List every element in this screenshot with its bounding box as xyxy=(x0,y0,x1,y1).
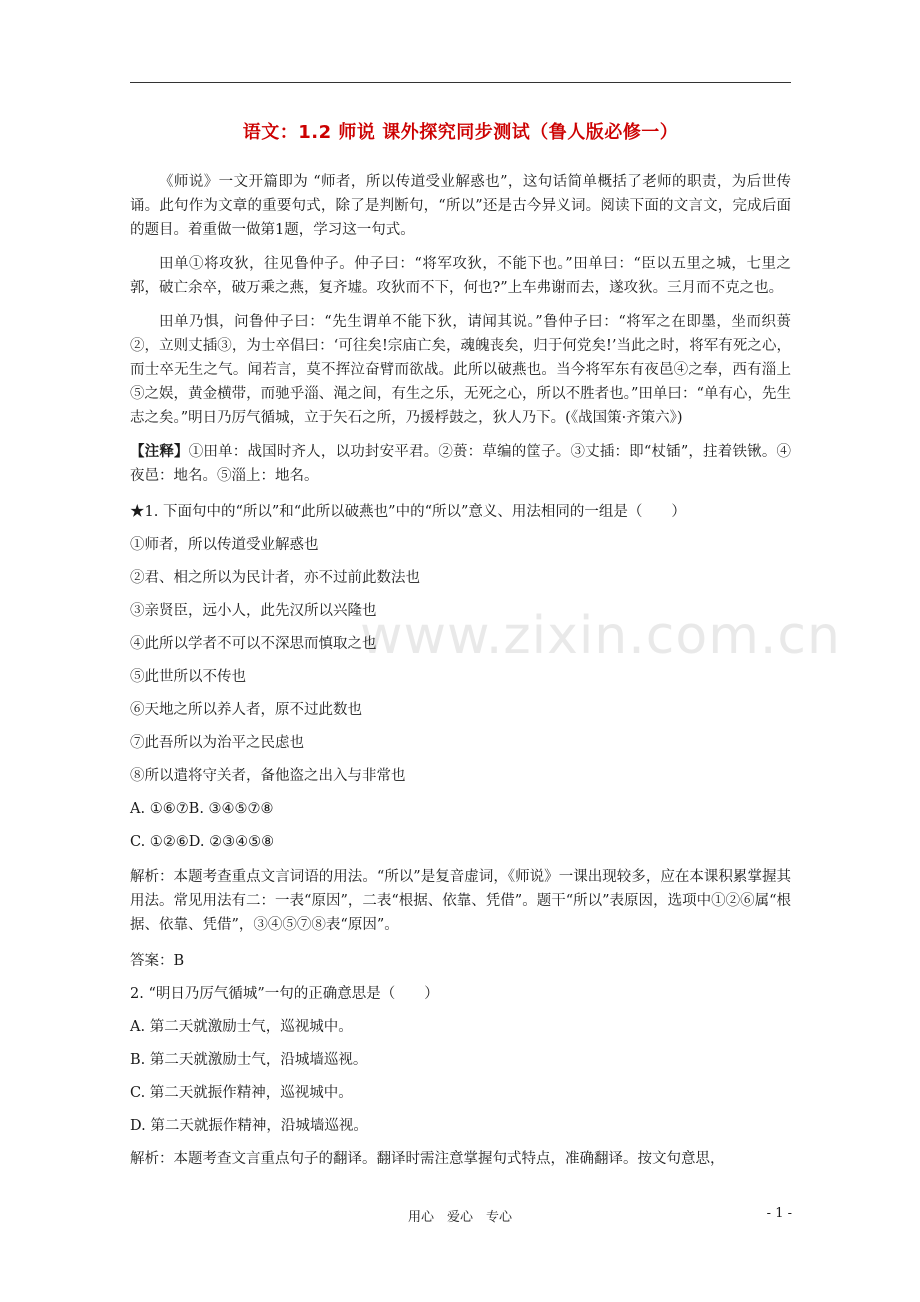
passage-paragraph-2: 田单乃惧，问鲁仲子曰：“先生谓单不能下狄，请闻其说。”鲁仲子曰：“将军之在即墨，坐而织蒉②，立则丈插③，为士卒倡曰：‘可往矣!宗庙亡矣，魂魄丧矣，归于何党矣!’当此之时，将军有死之心，而士卒无生之气。闻若言，莫不挥泣奋臂而欲战。此所以破燕也。当今将军东有夜邑④之奉，西有淄上⑤之娱，黄金横带，而驰乎淄、渑之间，有生之乐，无死之心，所以不胜者也。”田单曰：“单有心，先生志之矣。”明日乃厉气循城，立于矢石之所，乃援桴鼓之，狄人乃下。(《战国策·齐策六》) xyxy=(130,314,791,426)
notes-text: ①田单：战国时齐人，以功封安平君。②蒉：草编的筐子。③丈插：即“杖锸”，拄着铁锹。④夜邑：地名。⑤淄上：地名。 xyxy=(130,444,792,484)
intro-paragraph: 《师说》一文开篇即为 “师者，所以传道受业解惑也”，这句话简单概括了老师的职责，为后世传诵。此句作为文章的重要句式，除了是判断句，“所以”还是古今异义词。阅读下面的文言文，完成后面的题目。着重做一做第1题，学习这一句式。 xyxy=(130,174,791,238)
footer-slogan: 用心 爱心 专心 xyxy=(407,1210,512,1225)
q1-item-1: ①师者，所以传道受业解惑也 xyxy=(130,537,319,553)
q2-option-a: A. 第二天就激励士气，巡视城中。 xyxy=(130,1019,353,1035)
watermark: www.zixin.com.cn xyxy=(360,606,841,666)
question-2-stem: 2. “明日乃厉气循城”一句的正确意思是（ ） xyxy=(130,986,439,1002)
notes-label: 【注释】 xyxy=(130,443,189,460)
q1-analysis: 解析：本题考查重点文言词语的用法。“所以”是复音虚词，《师说》一课出现较多，应在本课积累掌握其用法。常见用法有二：一表“原因”，二表“根据、依靠、凭借”。题干“所以”表原因，选项中①②⑥属“根据、依靠、凭借”，③④⑤⑦⑧表“原因”。 xyxy=(130,869,791,933)
header-rule xyxy=(130,82,791,83)
q1-item-2: ②君、相之所以为民计者，亦不过前此数法也 xyxy=(130,570,420,586)
q2-option-b: B. 第二天就激励士气，沿城墙巡视。 xyxy=(130,1052,368,1068)
q1-item-4: ④此所以学者不可以不深思而慎取之也 xyxy=(130,636,377,652)
q2-option-d: D. 第二天就振作精神，沿城墙巡视。 xyxy=(130,1118,368,1134)
q1-item-3: ③亲贤臣，远小人，此先汉所以兴隆也 xyxy=(130,603,377,619)
page-number: - 1 - xyxy=(766,1206,792,1221)
q1-item-7: ⑦此吾所以为治平之民虑也 xyxy=(130,735,304,751)
question-1-stem: ★1. 下面句中的“所以”和“此所以破燕也”中的“所以”意义、用法相同的一组是（ ） xyxy=(130,504,686,520)
q1-item-8: ⑧所以遣将守关者，备他盗之出入与非常也 xyxy=(130,768,406,784)
q1-item-5: ⑤此世所以不传也 xyxy=(130,669,246,685)
notes xyxy=(130,440,791,488)
q1-answer: 答案：B xyxy=(130,953,185,969)
q2-analysis: 解析：本题考查文言重点句子的翻译。翻译时需注意掌握句式特点，准确翻译。按文句意思， xyxy=(130,1151,725,1167)
q1-item-6: ⑥天地之所以养人者，原不过此数也 xyxy=(130,702,362,718)
q1-option-cd: C. ①②⑥D. ②③④⑤⑧ xyxy=(130,834,275,850)
document-body xyxy=(130,170,791,1176)
q1-option-ab: A. ①⑥⑦B. ③④⑤⑦⑧ xyxy=(130,801,274,817)
q2-option-c: C. 第二天就振作精神，巡视城中。 xyxy=(130,1085,353,1101)
document-title: 语文：1.2 师说 课外探究同步测试（鲁人版必修一） xyxy=(242,122,679,143)
passage-paragraph-1: 田单①将攻狄，往见鲁仲子。仲子曰：“将军攻狄，不能下也。”田单曰：“臣以五里之城，七里之郭，破亡余卒，破万乘之燕，复齐墟。攻狄而不下，何也?”上车弗谢而去，遂攻狄。三月而不克之也。 xyxy=(130,256,791,296)
